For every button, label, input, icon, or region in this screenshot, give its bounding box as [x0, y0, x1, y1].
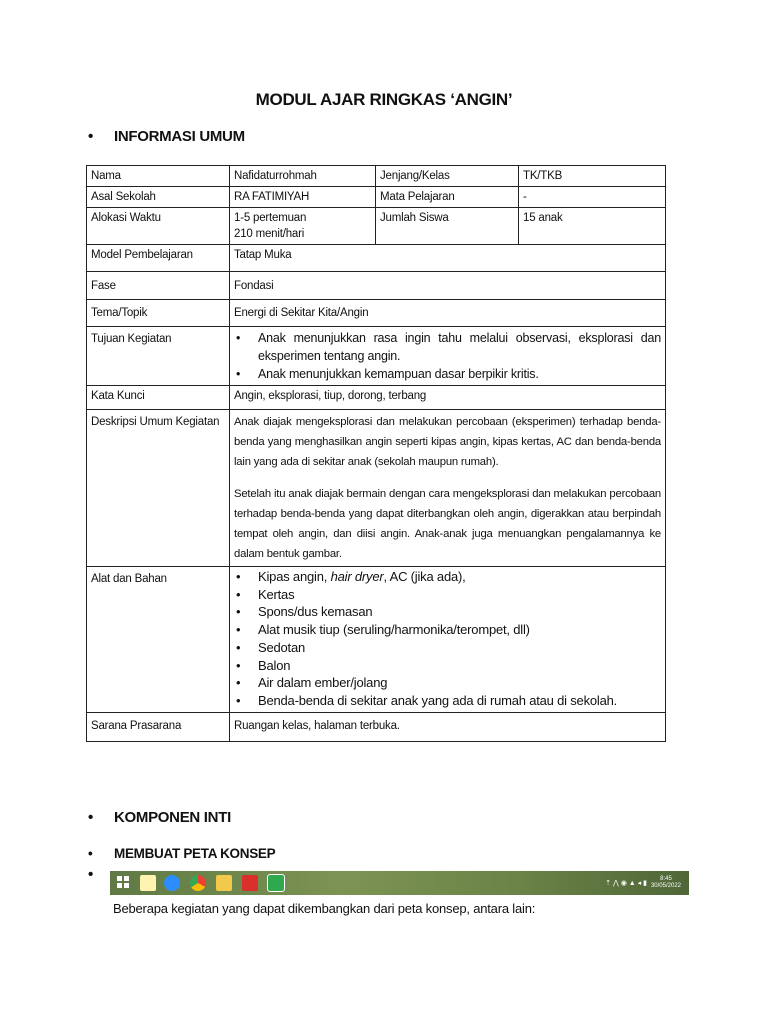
section-komponen-inti [88, 809, 231, 826]
model-value: Tatap Muka [230, 245, 666, 272]
section-title: KOMPONEN INTI [114, 809, 231, 826]
tema-value: Energi di Sekitar Kita/Angin [230, 300, 666, 327]
kata-value: Angin, eksplorasi, tiup, dorong, terbang [230, 386, 666, 410]
deskripsi-paragraph-2: Setelah itu anak diajak bermain dengan cara mengeksplorasi dan melakukan percobaan terhadap benda-benda yang dapat diterbangkan oleh angin, digerakkan atau berpindah tempat oleh angin, dan diisi angin. Anak-anak juga menuangkan pengalamannya ke dalam bentuk gambar. [234, 488, 661, 560]
footer-text: Beberapa kegiatan yang dapat dikembangkan dari peta konsep, antara lain: [113, 901, 536, 916]
asal-value: RA FATIMIYAH [230, 187, 376, 208]
alokasi-label: Alokasi Waktu [87, 208, 230, 245]
alat-list [234, 568, 661, 710]
tujuan-value [230, 327, 666, 386]
app-icon [268, 875, 284, 891]
screenshot-taskbar [110, 871, 689, 895]
alokasi-value [230, 208, 376, 245]
model-label: Model Pembelajaran [87, 245, 230, 272]
list-item: • Balon [234, 657, 661, 675]
alat-value [230, 567, 666, 713]
jenjang-label: Jenjang/Kelas [376, 166, 519, 187]
pdf-icon [242, 875, 258, 891]
sarana-value: Ruangan kelas, halaman terbuka. [230, 712, 666, 741]
list-item: • Alat musik tiup (seruling/harmonika/terompet, dll) [234, 621, 661, 639]
tray-icons: ⇡ ⋀ ◉ ▲ ◂ ▮ [605, 880, 647, 887]
tujuan-label: Tujuan Kegiatan [87, 327, 230, 386]
list-item: • Spons/dus kemasan [234, 603, 661, 621]
fase-label: Fase [87, 272, 230, 300]
sarana-label: Sarana Prasarana [87, 712, 230, 741]
list-item: • Anak menunjukkan kemampuan dasar berpikir kritis. [234, 365, 661, 383]
notes-icon [140, 875, 156, 891]
jenjang-value: TK/TKB [519, 166, 666, 187]
page-title: MODUL AJAR RINGKAS ‘ANGIN’ [255, 90, 513, 109]
tema-label: Tema/Topik [87, 300, 230, 327]
alokasi-line-2: 210 menit/hari [234, 228, 305, 240]
section-peta-konsep [88, 846, 275, 861]
deskripsi-paragraph-1: Anak diajak mengeksplorasi dan melakukan percobaan (eksperimen) terhadap benda-benda yang menghasilkan angin seperti kipas angin, kipas kertas, AC dan benda-benda lain yang ada di sekitar anak (sekolah maupun rumah). [234, 416, 661, 468]
list-item: • Kipas angin, hair dryer, AC (jika ada), [234, 568, 661, 586]
tujuan-list [234, 329, 661, 383]
list-item: • Kertas [234, 586, 661, 604]
info-table [86, 165, 666, 742]
section-title: INFORMASI UMUM [114, 128, 245, 145]
section-informasi-umum [88, 128, 245, 145]
clock: 8:45 30/05/2022 [650, 876, 681, 889]
folder-icon [216, 875, 232, 891]
nama-label: Nama [87, 166, 230, 187]
nama-value: Nafidaturrohmah [230, 166, 376, 187]
deskripsi-value [230, 410, 666, 567]
asal-label: Asal Sekolah [87, 187, 230, 208]
windows-icon [116, 875, 132, 891]
list-item: • Air dalam ember/jolang [234, 674, 661, 692]
alat-label: Alat dan Bahan [87, 567, 230, 713]
deskripsi-label: Deskripsi Umum Kegiatan [87, 410, 230, 567]
bullet-marker: • [88, 809, 93, 826]
bullet-marker: • [88, 128, 93, 145]
chrome-icon [190, 875, 206, 891]
fase-value: Fondasi [230, 272, 666, 300]
list-item: • Benda-benda di sekitar anak yang ada di rumah atau di sekolah. [234, 692, 661, 710]
zoom-icon [164, 875, 180, 891]
bullet-marker: • [88, 846, 93, 861]
jumlah-value: 15 anak [519, 208, 666, 245]
section-title: MEMBUAT PETA KONSEP [114, 846, 276, 861]
system-tray [605, 876, 681, 890]
bullet-marker: • [88, 866, 93, 883]
mapel-label: Mata Pelajaran [376, 187, 519, 208]
jumlah-label: Jumlah Siswa [376, 208, 519, 245]
kata-label: Kata Kunci [87, 386, 230, 410]
alokasi-line-1: 1-5 pertemuan [234, 212, 307, 224]
list-item: • Sedotan [234, 639, 661, 657]
mapel-value: - [519, 187, 666, 208]
list-item: • Anak menunjukkan rasa ingin tahu melalui observasi, eksplorasi dan eksperimen tentang angin. [234, 329, 661, 365]
